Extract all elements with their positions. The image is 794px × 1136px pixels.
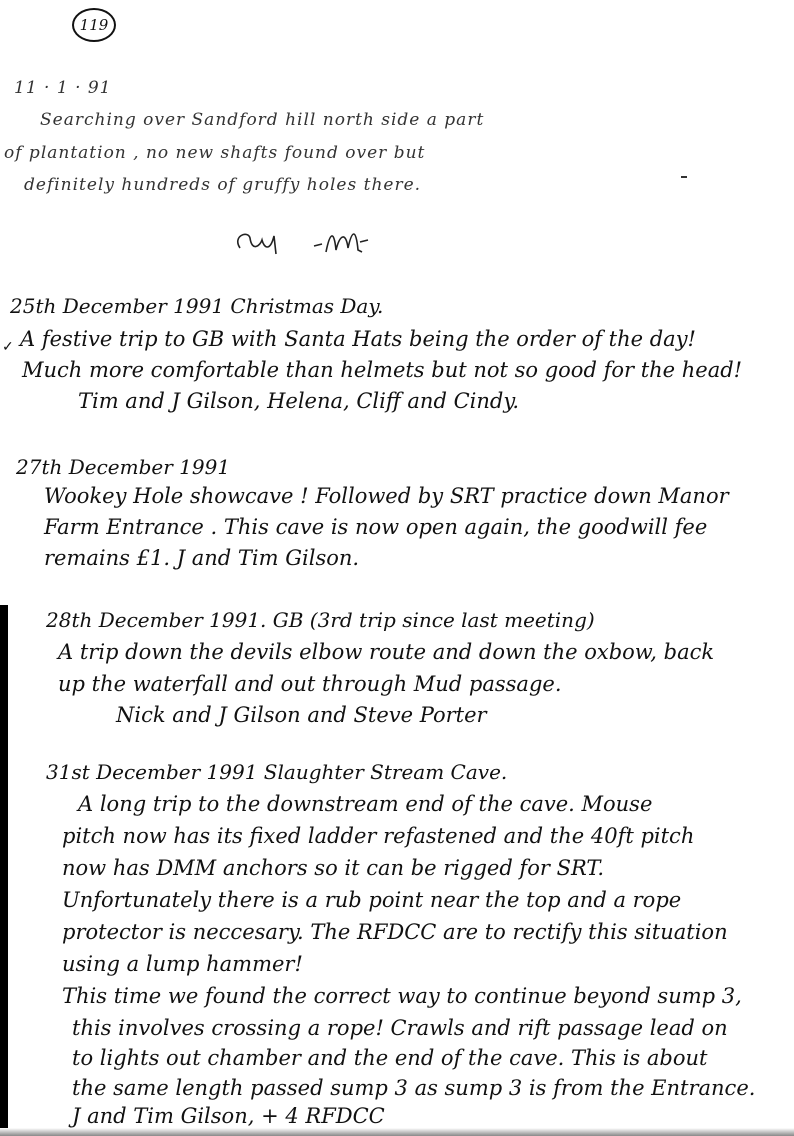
faint-entry-line: definitely hundreds of gruffy holes there. bbox=[24, 175, 422, 195]
scan-edge-shadow bbox=[0, 605, 8, 1136]
entry-line: Tim and J Gilson, Helena, Cliff and Cindy. bbox=[78, 389, 520, 413]
entry-line: protector is neccesary. The RFDCC are to rectify this situation bbox=[62, 920, 728, 944]
entry-line: This time we found the correct way to continue beyond sump 3, bbox=[62, 984, 742, 1008]
scan-bottom-edge bbox=[0, 1128, 794, 1136]
page-number: 119 bbox=[72, 8, 116, 42]
faint-entry-line: of plantation , no new shafts found over but bbox=[4, 143, 426, 163]
entry-line: A trip down the devils elbow route and down the oxbow, back bbox=[58, 640, 715, 664]
entry-line: Farm Entrance . This cave is now open again, the goodwill fee bbox=[44, 515, 708, 539]
entry-line: pitch now has its fixed ladder refastened and the 40ft pitch bbox=[62, 824, 695, 848]
entry-line: using a lump hammer! bbox=[62, 952, 303, 976]
faint-entry-line: Searching over Sandford hill north side a part bbox=[40, 110, 485, 130]
entry-line: Much more comfortable than helmets but not so good for the head! bbox=[22, 358, 743, 382]
handwritten-signature bbox=[230, 222, 390, 262]
entry-line: now has DMM anchors so it can be rigged for SRT. bbox=[62, 856, 604, 880]
entry-date: 25th December 1991 Christmas Day. bbox=[10, 294, 384, 318]
margin-tick: ✓ bbox=[2, 339, 14, 355]
faint-entry-date: 11 · 1 · 91 bbox=[14, 78, 112, 98]
entry-line: to lights out chamber and the end of the cave. This is about bbox=[72, 1046, 708, 1070]
entry-line: remains £1. J and Tim Gilson. bbox=[44, 546, 360, 570]
entry-line: A long trip to the downstream end of the cave. Mouse bbox=[78, 792, 653, 816]
entry-line: Unfortunately there is a rub point near the top and a rope bbox=[62, 888, 682, 912]
entry-date: 27th December 1991 bbox=[16, 455, 231, 479]
entry-date: 28th December 1991. GB (3rd trip since last meeting) bbox=[46, 608, 595, 632]
entry-line: A festive trip to GB with Santa Hats being the order of the day! bbox=[20, 327, 696, 351]
entry-line: the same length passed sump 3 as sump 3 is from the Entrance. bbox=[72, 1076, 756, 1100]
entry-line: this involves crossing a rope! Crawls and rift passage lead on bbox=[72, 1016, 728, 1040]
entry-line: Wookey Hole showcave ! Followed by SRT practice down Manor bbox=[44, 484, 729, 508]
entry-line: J and Tim Gilson, + 4 RFDCC bbox=[72, 1104, 385, 1128]
entry-line: up the waterfall and out through Mud passage. bbox=[58, 672, 562, 696]
entry-line: Nick and J Gilson and Steve Porter bbox=[116, 703, 487, 727]
entry-date: 31st December 1991 Slaughter Stream Cave. bbox=[46, 760, 508, 784]
pencil-tick bbox=[681, 176, 687, 178]
